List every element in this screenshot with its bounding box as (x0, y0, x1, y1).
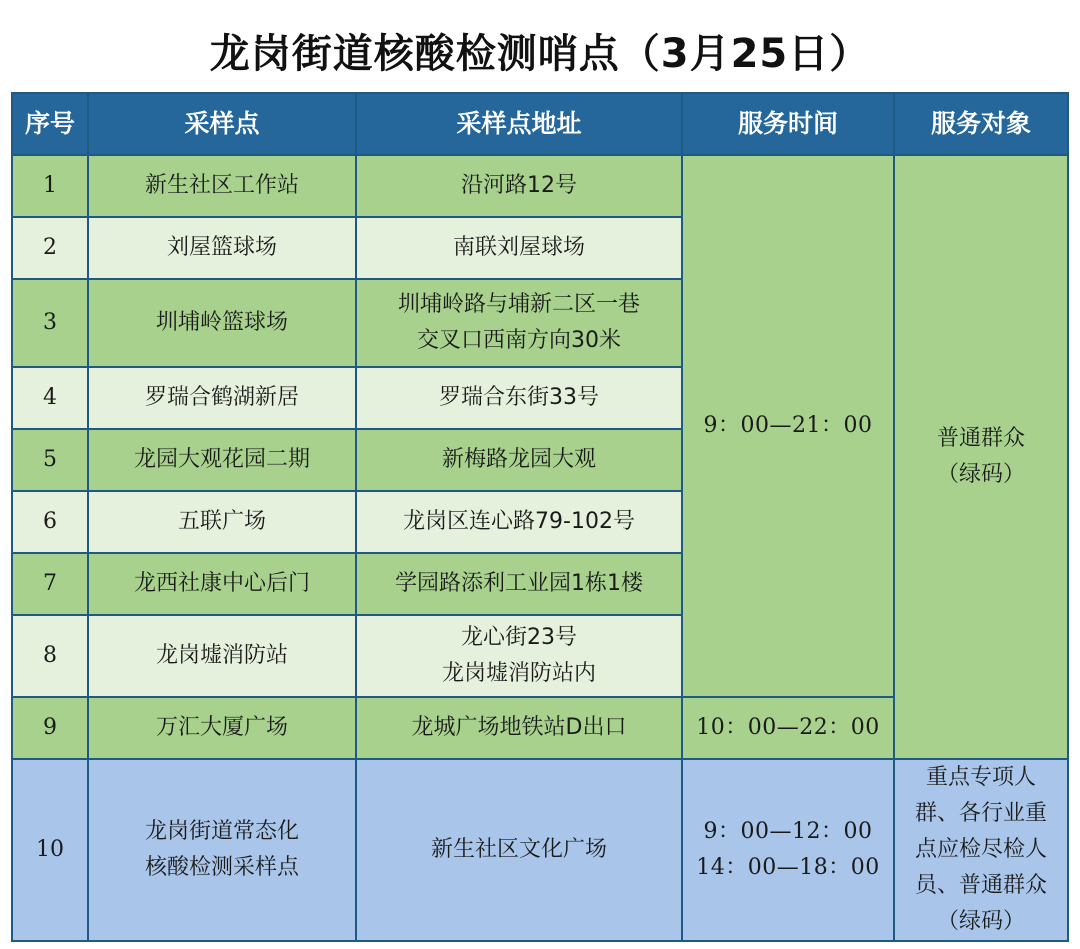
service-time-line: 14：00—18：00 (696, 855, 880, 880)
service-target-line: 重点专项人 (925, 765, 1036, 790)
row-site: 龙岗墟消防站 (88, 615, 356, 697)
row-address-line: 龙岗墟消防站内 (441, 661, 596, 686)
service-target-line: 员、普通群众 (914, 873, 1047, 898)
row-site-line: 核酸检测采样点 (144, 855, 299, 880)
row-address: 罗瑞合东街33号 (356, 367, 682, 429)
row-site: 刘屋篮球场 (88, 217, 356, 279)
row-address: 新生社区文化广场 (356, 759, 682, 941)
row-site: 新生社区工作站 (88, 155, 356, 217)
row-address (356, 279, 682, 367)
service-target-line: 群、各行业重 (914, 801, 1047, 826)
row-address-line: 交叉口西南方向30米 (417, 328, 621, 353)
header-time: 服务时间 (682, 93, 894, 155)
row-address: 沿河路12号 (356, 155, 682, 217)
header-target: 服务对象 (894, 93, 1068, 155)
table-header-row (12, 93, 1068, 155)
table-row (12, 155, 1068, 217)
row-address-line: 龙心街23号 (461, 625, 577, 650)
row-site: 龙西社康中心后门 (88, 553, 356, 615)
service-time (682, 759, 894, 941)
row-site (88, 759, 356, 941)
row-site-line: 龙岗街道常态化 (144, 819, 299, 844)
row-site: 万汇大厦广场 (88, 697, 356, 759)
row-address: 新梅路龙园大观 (356, 429, 682, 491)
row-no: 6 (12, 491, 88, 553)
row-site: 罗瑞合鹤湖新居 (88, 367, 356, 429)
row-no: 10 (12, 759, 88, 941)
row-site: 龙园大观花园二期 (88, 429, 356, 491)
row-no: 3 (12, 279, 88, 367)
service-time-merged: 9：00—21：00 (682, 155, 894, 697)
page-title: 龙岗街道核酸检测哨点（3月25日） (209, 31, 871, 77)
header-site: 采样点 (88, 93, 356, 155)
row-no: 7 (12, 553, 88, 615)
service-target (894, 759, 1068, 941)
row-address: 龙城广场地铁站D出口 (356, 697, 682, 759)
header-no: 序号 (12, 93, 88, 155)
service-time: 10：00—22：00 (682, 697, 894, 759)
service-target-merged (894, 155, 1068, 759)
row-address (356, 615, 682, 697)
row-site: 圳埔岭篮球场 (88, 279, 356, 367)
service-time-line: 9：00—12：00 (703, 819, 873, 844)
row-address: 学园路添利工业园1栋1楼 (356, 553, 682, 615)
service-target-line: （绿码） (936, 462, 1025, 487)
sampling-sites-table (11, 92, 1069, 942)
row-no: 2 (12, 217, 88, 279)
row-site: 五联广场 (88, 491, 356, 553)
row-no: 1 (12, 155, 88, 217)
row-no: 8 (12, 615, 88, 697)
table-row (12, 759, 1068, 941)
row-address-line: 圳埔岭路与埔新二区一巷 (397, 292, 640, 317)
row-no: 4 (12, 367, 88, 429)
service-target-line: 点应检尽检人 (914, 837, 1047, 862)
service-target-line: 普通群众 (936, 426, 1025, 451)
service-target-line: （绿码） (936, 909, 1025, 934)
header-address: 采样点地址 (356, 93, 682, 155)
row-no: 5 (12, 429, 88, 491)
row-address: 南联刘屋球场 (356, 217, 682, 279)
row-address: 龙岗区连心路79-102号 (356, 491, 682, 553)
row-no: 9 (12, 697, 88, 759)
